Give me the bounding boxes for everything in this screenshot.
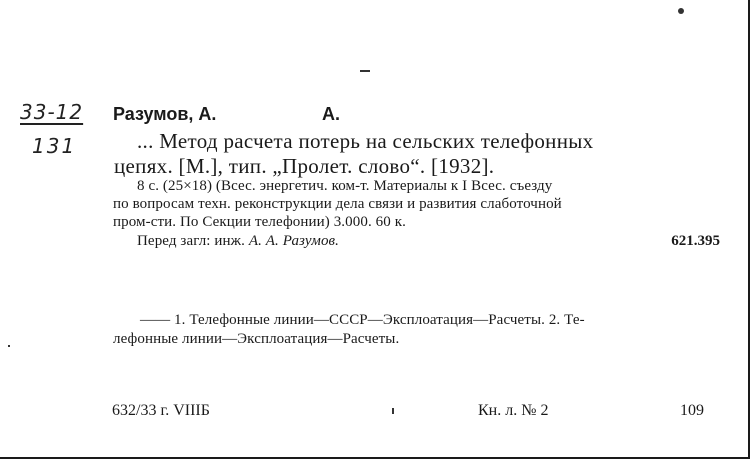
- classification-number: 621.395: [671, 233, 720, 249]
- description-line1: 8 с. (25×18) (Всес. энергетич. ком-т. Материалы к I Всес. съезду: [137, 178, 553, 194]
- title-line2: цепях. [М.], тип. „Пролет. слово“. [1932].: [114, 154, 495, 178]
- subject-headings-line2: лефонные линии—Эксплоатация—Расчеты.: [113, 331, 400, 347]
- author-note-prefix: Перед загл: инж.: [137, 233, 249, 249]
- footer-card-number: 109: [680, 402, 704, 419]
- ink-speck: [8, 345, 10, 347]
- ink-speck: [360, 70, 370, 72]
- description-line3: пром-сти. По Секции телефонии) 3.000. 60 к.: [113, 214, 406, 230]
- author-name: Разумов, А.: [113, 104, 217, 124]
- footer-book-chamber: Кн. л. № 2: [478, 402, 549, 419]
- ink-speck: [678, 8, 684, 14]
- description-line2: по вопросам техн. реконструкции дела связи и развития слаботочной: [113, 196, 562, 212]
- ink-speck: [392, 408, 394, 414]
- call-number-line1: 33-12: [20, 100, 84, 124]
- author-note-name: А. А. Разумов.: [248, 233, 340, 249]
- title-line1: ... Метод расчета потерь на сельских телефонных: [137, 129, 594, 153]
- footer-registration: 632/33 г. VIIIБ: [112, 402, 210, 419]
- subject-headings-line1: —— 1. Телефонные линии—СССР—Эксплоатация—Расчеты. 2. Те-: [140, 312, 585, 328]
- author-note: [137, 233, 339, 250]
- call-number-line2: 131: [32, 134, 77, 158]
- author-initial: А.: [322, 104, 340, 124]
